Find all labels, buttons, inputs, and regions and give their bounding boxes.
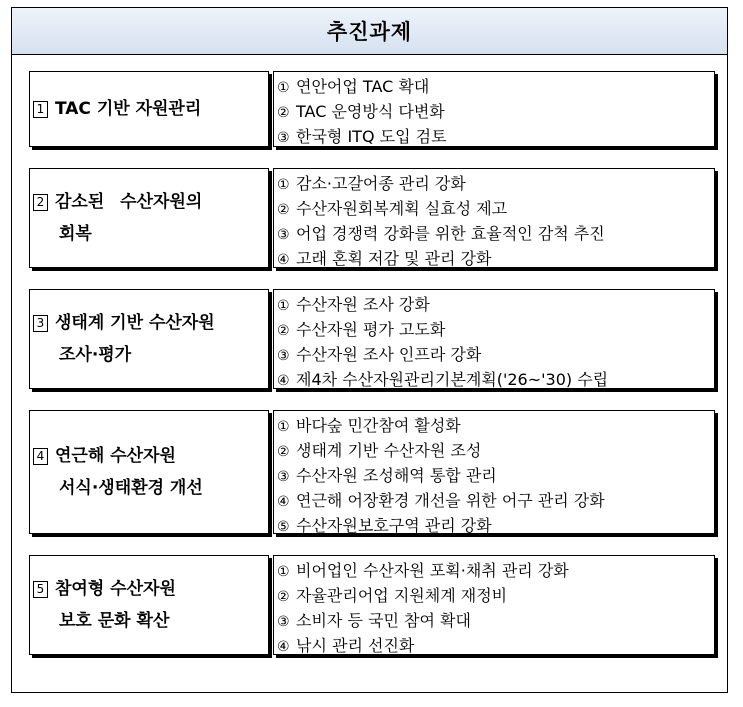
task-section-5 (29, 555, 715, 655)
list-item: ② 자율관리어업 지원체계 재정비 (277, 586, 508, 605)
section-number: 2 (33, 194, 48, 211)
task-title-box (29, 555, 269, 655)
list-item: ② 수산자원회복계획 실효성 제고 (277, 199, 508, 218)
list-item: ④ 제4차 수산자원관리기본계획('26~'30) 수립 (277, 370, 609, 389)
list-item: ③ 어업 경쟁력 강화를 위한 효율적인 감척 추진 (277, 224, 605, 243)
task-title-line2: 조사·평가 (59, 345, 132, 365)
list-item: ④ 고래 혼획 저감 및 관리 강화 (277, 249, 492, 268)
task-section-4 (29, 410, 715, 534)
task-title-line1: TAC 기반 자원관리 (55, 99, 202, 119)
task-items-box (273, 555, 715, 655)
list-item: ⑤ 수산자원보호구역 관리 강화 (277, 516, 492, 535)
list-item: ③ 수산자원 조사 인프라 강화 (277, 345, 482, 364)
task-items-box (273, 289, 715, 389)
list-item: ④ 연근해 어장환경 개선을 위한 어구 관리 강화 (277, 491, 605, 510)
task-items-box (273, 410, 715, 534)
task-title-line1: 생태계 기반 수산자원 (55, 313, 215, 333)
task-title-line1: 감소된 수산자원의 (55, 192, 203, 212)
section-number: 1 (33, 101, 48, 118)
task-title-box (29, 71, 269, 147)
list-item: ③ 소비자 등 국민 참여 확대 (277, 611, 471, 630)
list-item: ② TAC 운영방식 다변화 (277, 102, 445, 121)
page-title: 추진과제 (12, 8, 727, 55)
task-title-line2: 서식·생태환경 개선 (59, 478, 203, 498)
task-title-line1: 연근해 수산자원 (55, 446, 176, 466)
task-section-1 (29, 71, 715, 147)
task-items-box (273, 71, 715, 147)
task-section-2 (29, 168, 715, 268)
task-title-line2: 회복 (59, 224, 92, 244)
task-title-box (29, 168, 269, 268)
section-number: 4 (33, 448, 48, 465)
list-item: ③ 한국형 ITQ 도입 검토 (277, 127, 447, 146)
list-item: ① 감소·고갈어종 관리 강화 (277, 174, 466, 193)
section-number: 5 (33, 581, 48, 598)
section-number: 3 (33, 315, 48, 332)
task-title-box (29, 410, 269, 534)
list-item: ④ 낚시 관리 선진화 (277, 636, 415, 655)
list-item: ① 연안어업 TAC 확대 (277, 77, 430, 96)
task-items-box (273, 168, 715, 268)
list-item: ② 수산자원 평가 고도화 (277, 320, 446, 339)
list-item: ② 생태계 기반 수산자원 조성 (277, 441, 482, 460)
task-title-line1: 참여형 수산자원 (55, 579, 176, 599)
task-title-line2: 보호 문화 확산 (59, 611, 170, 631)
list-item: ① 비어업인 수산자원 포획·채취 관리 강화 (277, 561, 569, 580)
list-item: ① 바다숲 민간참여 활성화 (277, 416, 461, 435)
list-item: ③ 수산자원 조성해역 통합 관리 (277, 466, 497, 485)
list-item: ① 수산자원 조사 강화 (277, 295, 430, 314)
task-section-3 (29, 289, 715, 389)
document-frame (11, 7, 728, 693)
task-title-box (29, 289, 269, 389)
